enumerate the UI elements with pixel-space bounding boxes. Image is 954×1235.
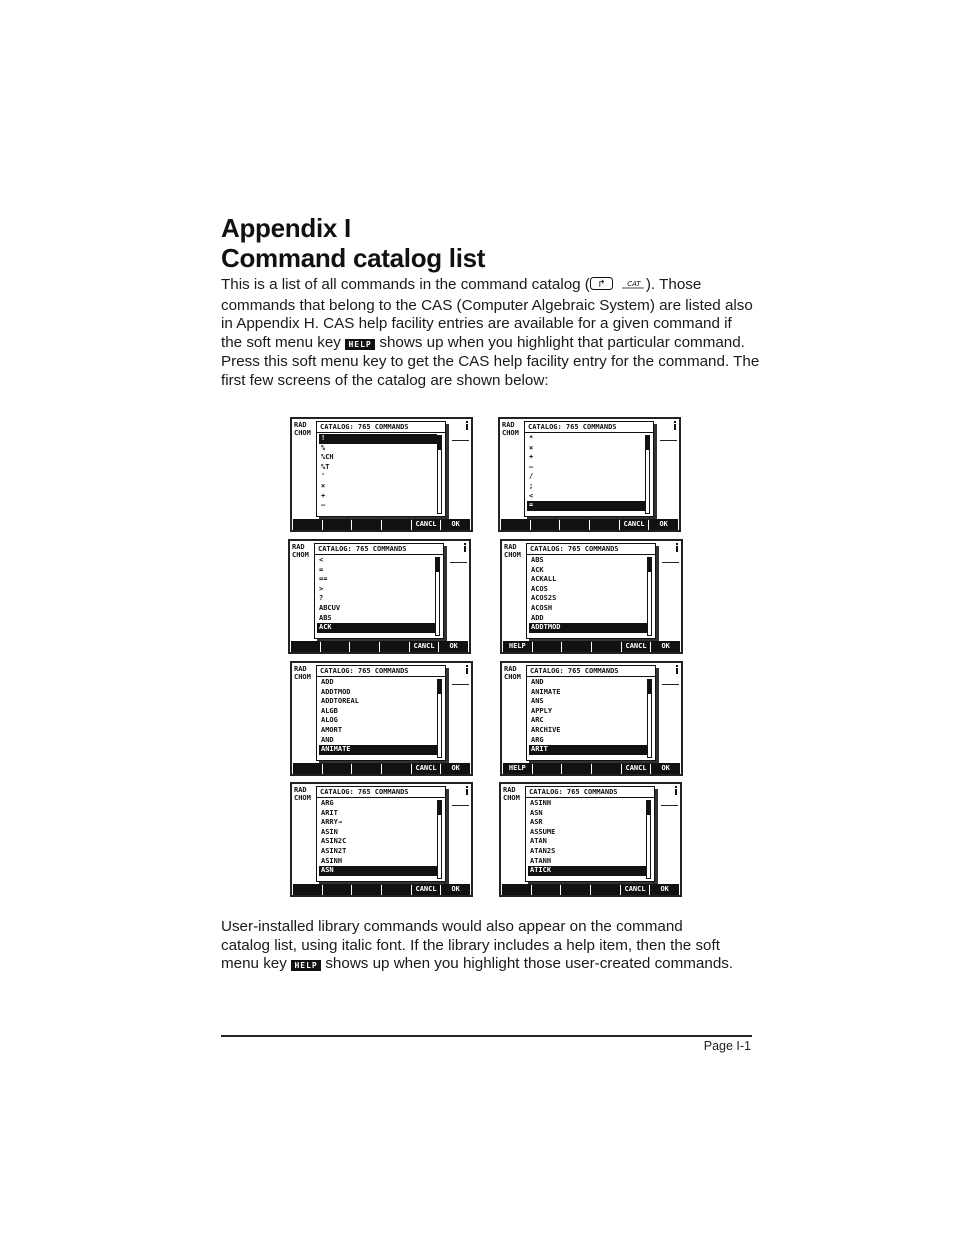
scrollbar-thumb[interactable]: [436, 558, 439, 572]
softkey-button[interactable]: CANCL: [620, 519, 649, 530]
soft-menu: [500, 519, 679, 530]
intro-text: in Appendix H. CAS help facility entries are available for a given command if: [221, 315, 732, 333]
command-item[interactable]: <: [529, 491, 534, 500]
dialog-title: CATALOG: 765 COMMANDS: [317, 422, 445, 433]
dialog-title: CATALOG: 765 COMMANDS: [527, 544, 655, 555]
outro-paragraph: [221, 918, 751, 974]
command-item[interactable]: ADDTOREAL: [321, 697, 359, 706]
divider: [660, 440, 677, 441]
soft-menu: [292, 519, 471, 530]
scrollbar[interactable]: [645, 435, 650, 514]
footer-rule: [221, 1035, 752, 1037]
command-item[interactable]: –: [529, 462, 534, 471]
dialog-title: CATALOG: 765 COMMANDS: [315, 544, 443, 555]
status-dot-icon: [673, 421, 677, 432]
command-item[interactable]: ARIT: [321, 808, 338, 817]
cas-mode: CHOM: [504, 673, 521, 681]
command-item[interactable]: ASINH: [321, 856, 343, 865]
command-item[interactable]: ATAN: [530, 837, 547, 846]
catalog-screenshot: [290, 417, 473, 532]
command-list: [319, 678, 437, 755]
divider: [452, 684, 469, 685]
command-item[interactable]: ARCHIVE: [531, 725, 561, 734]
catalog-screenshot: [500, 661, 683, 776]
catalog-screenshot: [290, 661, 473, 776]
command-item[interactable]: ALOG: [321, 716, 338, 725]
soft-menu: [501, 884, 680, 895]
softkey-button[interactable]: [531, 519, 560, 530]
softkey-button[interactable]: [562, 763, 591, 774]
command-item[interactable]: ALGB: [321, 706, 338, 715]
command-list: [529, 556, 647, 633]
angle-mode: RAD: [503, 786, 516, 794]
calc-mode-indicator: [294, 786, 311, 802]
command-item[interactable]: ACOSH: [531, 603, 553, 612]
scrollbar-thumb[interactable]: [646, 436, 649, 450]
command-item[interactable]: ASIN: [321, 827, 338, 836]
command-item[interactable]: ARC: [531, 716, 544, 725]
softkey-button[interactable]: OK: [651, 641, 680, 652]
command-item[interactable]: AMORT: [321, 725, 343, 734]
catalog-dialog: [314, 543, 444, 639]
command-list: [529, 678, 647, 755]
scrollbar[interactable]: [435, 557, 440, 636]
cas-mode: CHOM: [294, 429, 311, 437]
status-dot-icon: [465, 786, 469, 797]
scrollbar[interactable]: [647, 679, 652, 758]
soft-menu: [290, 641, 469, 652]
scrollbar-thumb[interactable]: [438, 680, 441, 694]
angle-mode: RAD: [294, 786, 307, 794]
softkey-button[interactable]: [591, 884, 620, 895]
softkey-button[interactable]: [382, 884, 411, 895]
command-item[interactable]: ANIMATE: [319, 745, 437, 755]
scrollbar[interactable]: [647, 557, 652, 636]
command-item[interactable]: APPLY: [531, 706, 553, 715]
scrollbar-thumb[interactable]: [438, 801, 441, 815]
cas-mode: CHOM: [502, 429, 519, 437]
catalog-screenshot: [499, 782, 682, 897]
angle-mode: RAD: [504, 665, 517, 673]
scrollbar[interactable]: [437, 800, 442, 879]
intro-text: commands that belong to the CAS (Computer Algebraic System) are listed also: [221, 296, 753, 314]
softkey-button[interactable]: [533, 641, 562, 652]
softkey-button[interactable]: [352, 763, 381, 774]
softkey-button[interactable]: CANCL: [410, 641, 439, 652]
soft-menu: [292, 884, 471, 895]
command-item[interactable]: >: [319, 584, 324, 593]
command-item[interactable]: ACOS2S: [531, 594, 557, 603]
scrollbar[interactable]: [437, 435, 442, 514]
command-item[interactable]: AND: [321, 735, 334, 744]
command-item[interactable]: ARG: [531, 735, 544, 744]
command-item[interactable]: ABCUV: [319, 603, 341, 612]
command-item[interactable]: ASINH: [530, 799, 552, 807]
command-item[interactable]: ACKALL: [531, 575, 557, 584]
command-item[interactable]: ×: [321, 481, 326, 490]
calc-mode-indicator: [294, 421, 311, 437]
angle-mode: RAD: [502, 421, 515, 429]
command-item[interactable]: ABS: [531, 556, 544, 564]
scrollbar-thumb[interactable]: [648, 558, 651, 572]
catalog-screenshot: [290, 782, 473, 897]
softkey-button[interactable]: [592, 641, 621, 652]
command-item[interactable]: ASN: [319, 866, 437, 876]
softkey-button[interactable]: OK: [439, 641, 468, 652]
command-item[interactable]: =: [319, 565, 324, 574]
softkey-button[interactable]: [532, 884, 561, 895]
angle-mode: RAD: [292, 543, 305, 551]
command-item[interactable]: ADDTMOD: [321, 687, 351, 696]
softkey-button[interactable]: [562, 641, 591, 652]
outro-text: User-installed library commands would also appear on the command: [221, 918, 683, 935]
cas-mode: CHOM: [504, 551, 521, 559]
angle-mode: RAD: [294, 665, 307, 673]
softkey-button[interactable]: CANCL: [621, 884, 650, 895]
catalog-screenshot: [498, 417, 681, 532]
command-item[interactable]: ACK: [317, 623, 435, 633]
scrollbar-thumb[interactable]: [648, 680, 651, 694]
softkey-button[interactable]: [323, 763, 352, 774]
catalog-dialog: [526, 665, 656, 761]
softkey-button[interactable]: [561, 884, 590, 895]
catalog-screenshot: [500, 539, 683, 654]
softkey-button[interactable]: HELP: [503, 763, 532, 774]
command-item[interactable]: ==: [319, 575, 328, 584]
command-item[interactable]: AND: [531, 678, 544, 686]
softkey-button[interactable]: OK: [649, 519, 678, 530]
calc-mode-indicator: [503, 786, 520, 802]
status-dot-icon: [463, 543, 467, 554]
command-item[interactable]: <: [319, 556, 324, 564]
divider: [452, 805, 469, 806]
scrollbar[interactable]: [646, 800, 651, 879]
command-item[interactable]: ASIN2T: [321, 846, 347, 855]
command-item[interactable]: ADD: [531, 613, 544, 622]
intro-text: first few screens of the catalog are shown below:: [221, 371, 549, 389]
softkey-button[interactable]: CANCL: [412, 763, 441, 774]
softkey-button[interactable]: [352, 884, 381, 895]
right-shift-key-icon: [590, 277, 620, 297]
softkey-button[interactable]: [560, 519, 589, 530]
softkey-button[interactable]: OK: [651, 763, 680, 774]
command-item[interactable]: ?: [319, 594, 324, 603]
dialog-title: CATALOG: 765 COMMANDS: [527, 666, 655, 677]
svg-text:CAT: CAT: [627, 280, 641, 288]
status-dot-icon: [674, 786, 678, 797]
softkey-button[interactable]: OK: [441, 519, 470, 530]
softkey-button[interactable]: [382, 763, 411, 774]
scrollbar[interactable]: [437, 679, 442, 758]
command-item[interactable]: –: [321, 501, 326, 510]
command-list: [319, 434, 437, 511]
command-item[interactable]: ATANH: [530, 856, 552, 865]
command-item[interactable]: ANIMATE: [531, 687, 561, 696]
intro-text: ). Those: [645, 276, 702, 293]
command-item[interactable]: ': [321, 472, 326, 481]
softkey-button[interactable]: CANCL: [412, 519, 441, 530]
softkey-button[interactable]: [590, 519, 619, 530]
command-item[interactable]: ×: [529, 443, 534, 452]
soft-menu: [502, 763, 681, 774]
softkey-button[interactable]: [293, 519, 322, 530]
svg-text:↱: ↱: [597, 279, 606, 290]
command-item[interactable]: ASSUME: [530, 827, 556, 836]
command-item[interactable]: ASR: [530, 818, 543, 827]
softkey-button[interactable]: [323, 519, 352, 530]
command-item[interactable]: ATAN2S: [530, 846, 556, 855]
command-item[interactable]: ACK: [531, 565, 544, 574]
command-item[interactable]: /: [529, 472, 534, 481]
calc-mode-indicator: [504, 543, 521, 559]
command-item[interactable]: ASN: [530, 808, 543, 817]
command-item[interactable]: %: [321, 443, 326, 452]
softkey-button[interactable]: [291, 641, 320, 652]
command-item[interactable]: !: [319, 434, 437, 444]
command-list: [527, 434, 645, 511]
command-item[interactable]: ARG: [321, 799, 334, 807]
outro-text: catalog list, using italic font. If the library includes a help item, then the soft: [221, 936, 720, 954]
scrollbar-thumb[interactable]: [647, 801, 650, 815]
divider: [450, 562, 467, 563]
softkey-button[interactable]: [592, 763, 621, 774]
help-softkey-icon: HELP: [291, 960, 321, 971]
status-dot-icon: [465, 665, 469, 676]
command-item[interactable]: ACOS: [531, 584, 548, 593]
command-item[interactable]: *: [529, 434, 534, 442]
softkey-button[interactable]: [502, 884, 531, 895]
command-list: [528, 799, 646, 876]
calc-mode-indicator: [294, 665, 311, 681]
command-item[interactable]: ADD: [321, 678, 334, 686]
command-item[interactable]: =: [527, 501, 645, 511]
intro-text: This is a list of all commands in the command catalog (: [221, 276, 590, 293]
softkey-button[interactable]: [380, 641, 409, 652]
angle-mode: RAD: [504, 543, 517, 551]
softkey-button[interactable]: [293, 884, 322, 895]
command-item[interactable]: ARIT: [529, 745, 647, 755]
dialog-title: CATALOG: 765 COMMANDS: [526, 787, 654, 798]
catalog-screenshot: [288, 539, 471, 654]
catalog-dialog: [316, 786, 446, 882]
softkey-button[interactable]: [382, 519, 411, 530]
calc-mode-indicator: [292, 543, 309, 559]
cas-mode: CHOM: [292, 551, 309, 559]
intro-text: the soft menu key: [221, 334, 341, 352]
calc-mode-indicator: [502, 421, 519, 437]
status-dot-icon: [675, 543, 679, 554]
outro-text: menu key: [221, 955, 287, 973]
cas-mode: CHOM: [294, 673, 311, 681]
catalog-dialog: [526, 543, 656, 639]
soft-menu: [502, 641, 681, 652]
status-dot-icon: [465, 421, 469, 432]
softkey-button[interactable]: CANCL: [622, 641, 651, 652]
softkey-button[interactable]: [501, 519, 530, 530]
appendix-heading: Appendix I: [221, 213, 351, 243]
softkey-button[interactable]: [533, 763, 562, 774]
command-item[interactable]: %CH: [321, 453, 334, 462]
catalog-dialog: [524, 421, 654, 517]
intro-paragraph: [221, 276, 760, 390]
command-list: [317, 556, 435, 633]
divider: [662, 684, 679, 685]
soft-menu: [292, 763, 471, 774]
scrollbar-thumb[interactable]: [438, 436, 441, 450]
softkey-button[interactable]: [293, 763, 322, 774]
dialog-title: CATALOG: 765 COMMANDS: [317, 666, 445, 677]
softkey-button[interactable]: [350, 641, 379, 652]
divider: [661, 805, 678, 806]
command-item[interactable]: ARRY→: [321, 818, 343, 827]
dialog-title: CATALOG: 765 COMMANDS: [317, 787, 445, 798]
catalog-dialog: [525, 786, 655, 882]
cas-mode: CHOM: [503, 794, 520, 802]
command-item[interactable]: ANS: [531, 697, 544, 706]
command-item[interactable]: ADDTMOD: [529, 623, 647, 633]
command-item[interactable]: +: [529, 453, 534, 462]
outro-text: shows up when you highlight those user-created commands.: [325, 955, 734, 973]
help-softkey-icon: HELP: [345, 339, 375, 350]
angle-mode: RAD: [294, 421, 307, 429]
softkey-button[interactable]: OK: [650, 884, 679, 895]
page-number: Page I-1: [703, 1039, 751, 1053]
page-title: Command catalog list: [221, 243, 486, 273]
cas-mode: CHOM: [294, 794, 311, 802]
command-item[interactable]: ASIN2C: [321, 837, 347, 846]
softkey-button[interactable]: [321, 641, 350, 652]
softkey-button[interactable]: OK: [441, 763, 470, 774]
softkey-button[interactable]: CANCL: [412, 884, 441, 895]
command-item[interactable]: ATICK: [528, 866, 646, 876]
softkey-button[interactable]: OK: [441, 884, 470, 895]
intro-text: Press this soft menu key to get the CAS help facility entry for the command. The: [221, 352, 760, 370]
softkey-button[interactable]: CANCL: [622, 763, 651, 774]
command-item[interactable]: ABS: [319, 613, 332, 622]
command-item[interactable]: %T: [321, 462, 330, 471]
divider: [452, 440, 469, 441]
cat-key-icon: [620, 277, 646, 297]
softkey-button[interactable]: [323, 884, 352, 895]
command-list: [319, 799, 437, 876]
softkey-button[interactable]: HELP: [503, 641, 532, 652]
dialog-title: CATALOG: 765 COMMANDS: [525, 422, 653, 433]
command-item[interactable]: +: [321, 491, 326, 500]
command-item[interactable]: ;: [529, 481, 534, 490]
catalog-dialog: [316, 421, 446, 517]
status-dot-icon: [675, 665, 679, 676]
calc-mode-indicator: [504, 665, 521, 681]
catalog-dialog: [316, 665, 446, 761]
intro-text: shows up when you highlight that particular command.: [379, 334, 745, 352]
softkey-button[interactable]: [352, 519, 381, 530]
divider: [662, 562, 679, 563]
